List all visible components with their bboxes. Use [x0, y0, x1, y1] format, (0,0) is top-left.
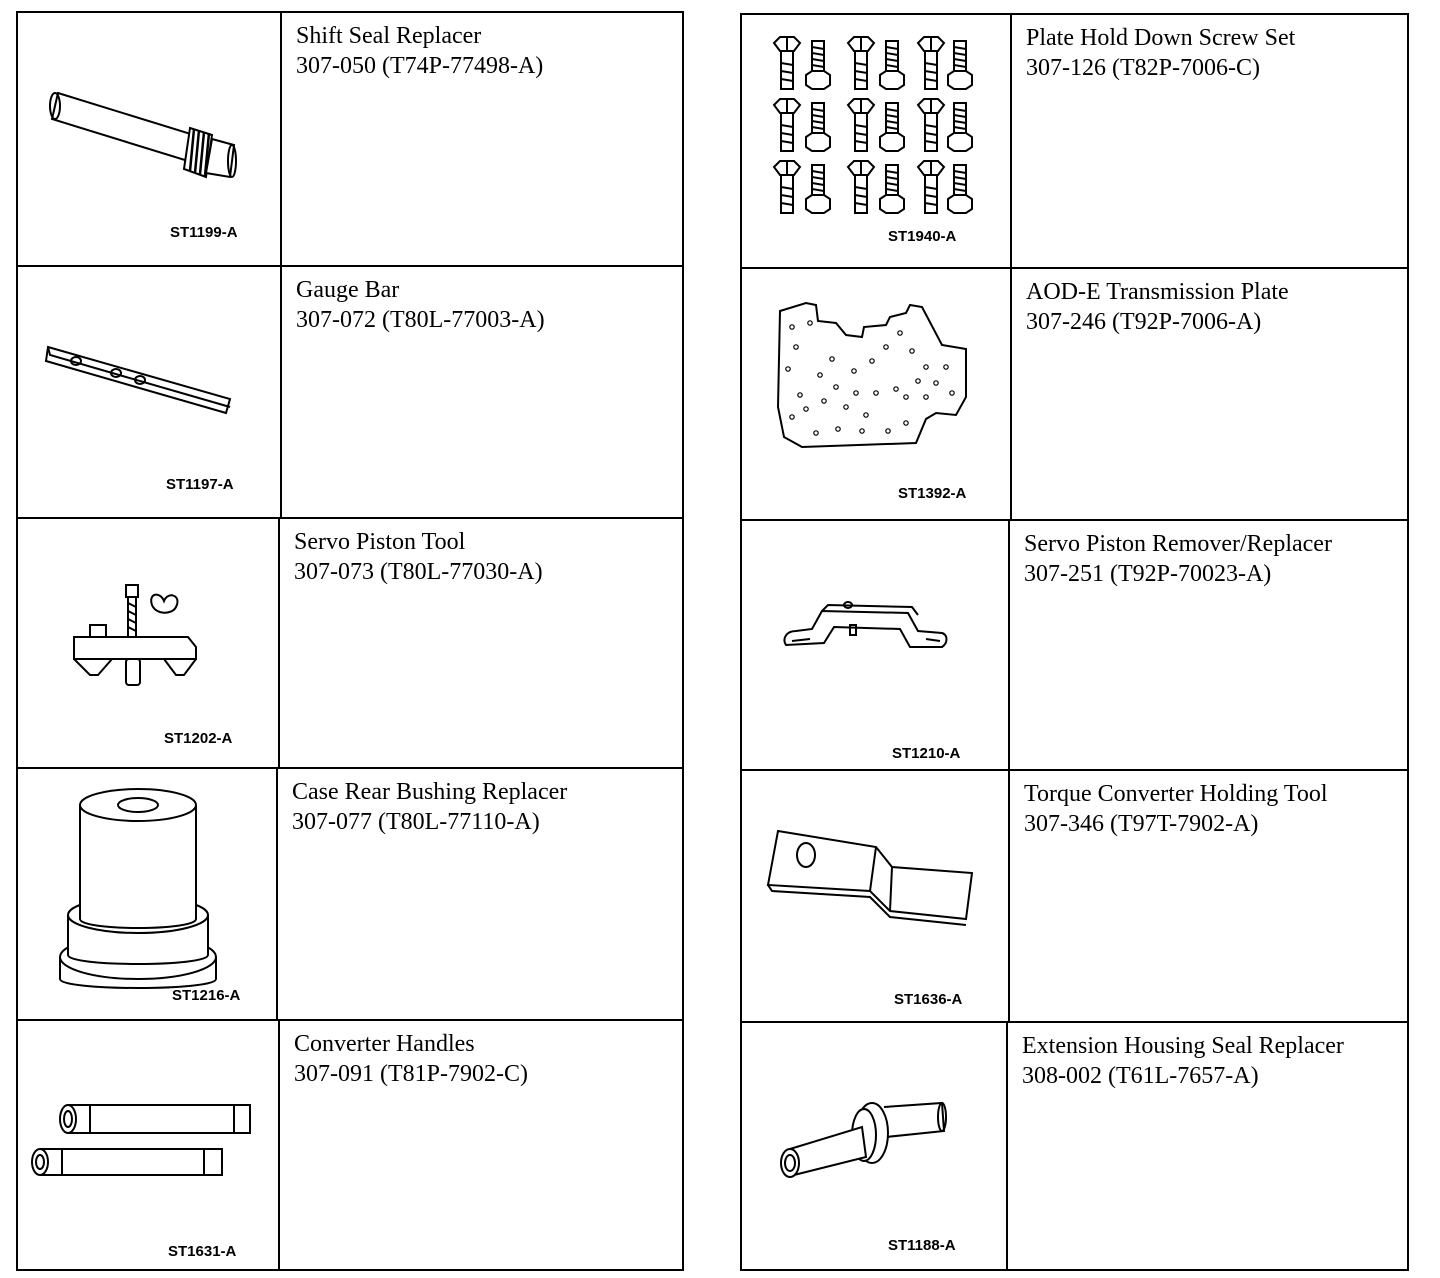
tool-part-number: 307-072 (T80L-77003-A)	[296, 307, 545, 333]
illustration-code: ST1636-A	[894, 991, 963, 1008]
tool-name: Case Rear Bushing Replacer	[292, 779, 568, 805]
tool-name: Servo Piston Remover/Replacer	[1024, 531, 1332, 557]
tool-name: Shift Seal Replacer	[296, 23, 482, 49]
illustration-code: ST1210-A	[892, 745, 961, 762]
tool-name: Converter Handles	[294, 1031, 475, 1057]
tool-description-cell	[1010, 521, 1407, 769]
holding-tool-illustration	[766, 825, 978, 925]
tool-description-cell	[282, 13, 682, 265]
servo-piston-tool-illustration	[68, 581, 208, 691]
tool-row-case-rear-bushing-replacer	[18, 767, 682, 1019]
illustration-code: ST1188-A	[888, 1237, 956, 1254]
tool-row-torque-converter-holding-tool	[742, 769, 1407, 1021]
converter-handles-illustration	[26, 1099, 262, 1189]
illustration-code: ST1199-A	[170, 224, 238, 241]
tool-row-shift-seal-replacer	[18, 13, 682, 265]
tool-illustration-cell	[18, 519, 280, 767]
tool-row-extension-housing-seal-replacer	[742, 1021, 1407, 1269]
tool-part-number: 307-346 (T97T-7902-A)	[1024, 811, 1259, 837]
tool-part-number: 307-246 (T92P-7006-A)	[1026, 309, 1262, 335]
left-tool-table	[16, 11, 684, 1271]
bushing-replacer-illustration	[54, 783, 222, 999]
tool-name: Plate Hold Down Screw Set	[1026, 25, 1296, 51]
tool-description-cell	[1010, 771, 1407, 1021]
tool-part-number: 307-050 (T74P-77498-A)	[296, 53, 544, 79]
tool-row-converter-handles	[18, 1019, 682, 1269]
tool-illustration-cell	[742, 1023, 1008, 1269]
tool-illustration-cell	[18, 769, 278, 1019]
tool-part-number: 307-091 (T81P-7902-C)	[294, 1061, 528, 1087]
tool-part-number: 307-126 (T82P-7006-C)	[1026, 55, 1260, 81]
screw-set-illustration	[772, 37, 982, 225]
tool-row-servo-piston-remover-replacer	[742, 519, 1407, 769]
tool-row-aod-e-transmission-plate	[742, 267, 1407, 519]
illustration-code: ST1940-A	[888, 228, 957, 245]
shift-seal-replacer-illustration	[44, 73, 244, 193]
seal-replacer-illustration	[776, 1097, 952, 1181]
tool-name: Extension Housing Seal Replacer	[1022, 1033, 1344, 1059]
illustration-code: ST1631-A	[168, 1243, 237, 1260]
illustration-code: ST1392-A	[898, 485, 967, 502]
tool-part-number: 308-002 (T61L-7657-A)	[1022, 1063, 1259, 1089]
illustration-code: ST1216-A	[172, 987, 241, 1004]
servo-remover-illustration	[782, 601, 950, 671]
tool-description-cell	[1012, 15, 1407, 267]
illustration-code: ST1197-A	[166, 476, 234, 493]
tool-illustration-cell	[18, 1021, 280, 1269]
tool-illustration-cell	[742, 521, 1010, 769]
tool-description-cell	[280, 1021, 682, 1269]
tool-illustration-cell	[18, 13, 282, 265]
tool-description-cell	[282, 267, 682, 517]
tool-row-servo-piston-tool	[18, 517, 682, 767]
tool-row-gauge-bar	[18, 265, 682, 517]
tool-name: Torque Converter Holding Tool	[1024, 781, 1328, 807]
tool-illustration-cell	[742, 771, 1010, 1021]
tool-description-cell	[278, 769, 682, 1019]
tool-part-number: 307-251 (T92P-70023-A)	[1024, 561, 1272, 587]
gauge-bar-illustration	[44, 337, 234, 417]
tool-part-number: 307-073 (T80L-77030-A)	[294, 559, 543, 585]
tool-row-plate-hold-down-screw-set	[742, 15, 1407, 267]
transmission-plate-illustration	[776, 297, 970, 449]
tool-description-cell	[1012, 269, 1407, 519]
tool-name: Servo Piston Tool	[294, 529, 466, 555]
tool-part-number: 307-077 (T80L-77110-A)	[292, 809, 540, 835]
tool-illustration-cell	[742, 269, 1012, 519]
tool-name: Gauge Bar	[296, 277, 400, 303]
tool-description-cell	[1008, 1023, 1407, 1269]
right-tool-table	[740, 13, 1409, 1271]
tool-name: AOD-E Transmission Plate	[1026, 279, 1289, 305]
tool-description-cell	[280, 519, 682, 767]
tool-illustration-cell	[742, 15, 1012, 267]
tool-illustration-cell	[18, 267, 282, 517]
illustration-code: ST1202-A	[164, 730, 233, 747]
